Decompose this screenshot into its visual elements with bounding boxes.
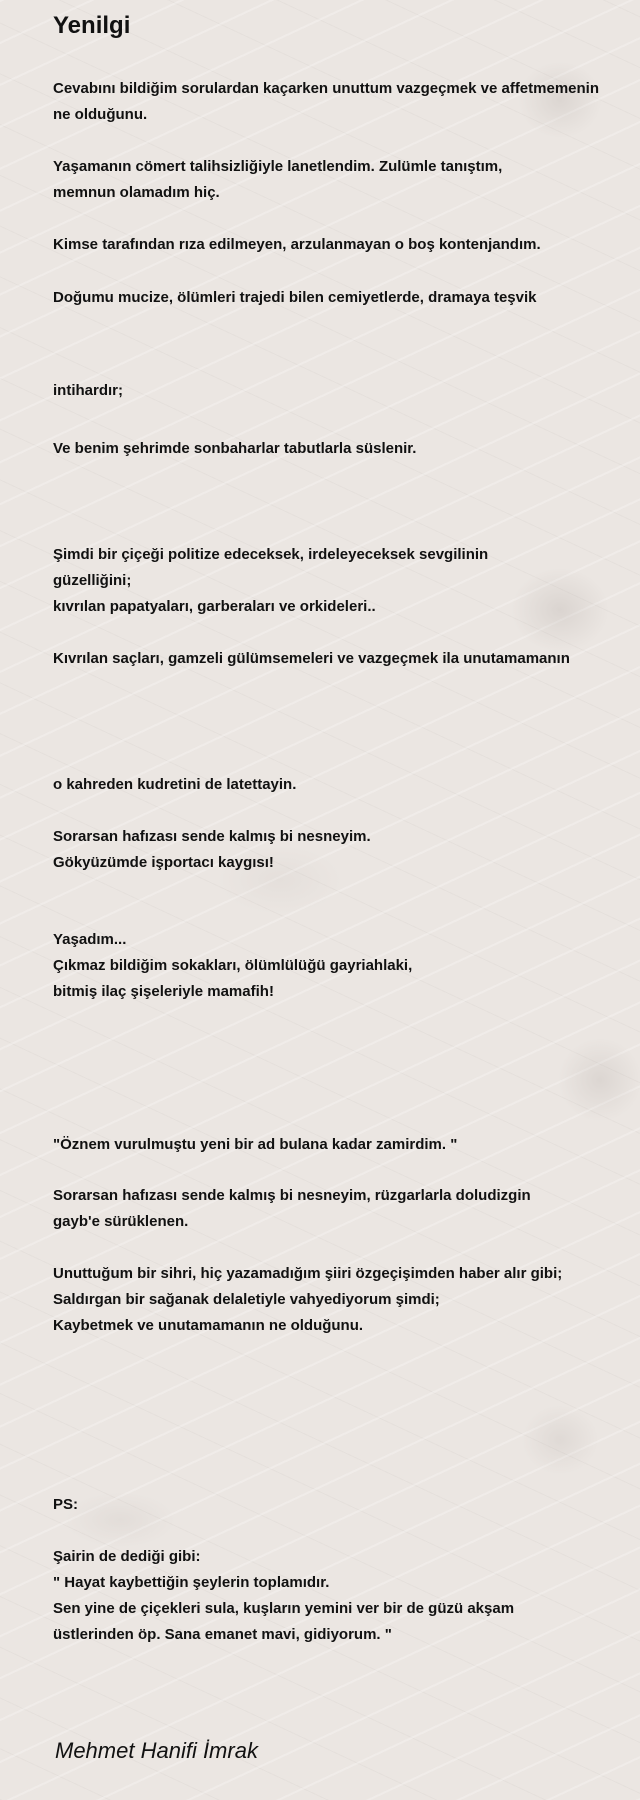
poem-line: üstlerinden öp. Sana emanet mavi, gidiyorum. " xyxy=(53,1626,392,1643)
poem-line: güzelliğini; xyxy=(53,572,132,589)
poem-line: Cevabını bildiğim sorulardan kaçarken unuttum vazgeçmek ve affetmemenin xyxy=(53,80,599,97)
poem-author: Mehmet Hanifi İmrak xyxy=(55,1738,258,1763)
poem-line: gayb'e sürüklenen. xyxy=(53,1213,189,1230)
poem-line: " Hayat kaybettiğin şeylerin toplamıdır. xyxy=(53,1574,330,1591)
poem-line: intihardır; xyxy=(53,382,123,399)
poem-line: Doğumu mucize, ölümleri trajedi bilen cemiyetlerde, dramaya teşvik xyxy=(53,289,537,306)
poem-line: ne olduğunu. xyxy=(53,106,148,123)
poem-line: Sorarsan hafızası sende kalmış bi nesneyim. xyxy=(53,828,371,845)
poem-line: Kimse tarafından rıza edilmeyen, arzulanmayan o boş kontenjandım. xyxy=(53,236,541,253)
poem-line: memnun olamadım hiç. xyxy=(53,184,220,201)
poem-line: "Öznem vurulmuştu yeni bir ad bulana kadar zamirdim. " xyxy=(53,1136,458,1153)
poem-line: kıvrılan papatyaları, garberaları ve orkideleri.. xyxy=(53,598,376,615)
poem-line: Sorarsan hafızası sende kalmış bi nesneyim, rüzgarlarla doludizgin xyxy=(53,1187,531,1204)
poem-line: Saldırgan bir sağanak delaletiyle vahyediyorum şimdi; xyxy=(53,1291,440,1308)
poem-line: bitmiş ilaç şişeleriyle mamafih! xyxy=(53,983,274,1000)
poem-line: Çıkmaz bildiğim sokakları, ölümlülüğü gayriahlaki, xyxy=(53,957,413,974)
poem-line: o kahreden kudretini de latettayin. xyxy=(53,776,297,793)
poem-line: Yaşadım... xyxy=(53,931,127,948)
poem-line: Gökyüzümde işportacı kaygısı! xyxy=(53,854,274,871)
poem-line: Kaybetmek ve unutamamanın ne olduğunu. xyxy=(53,1317,364,1334)
poem-line: Yaşamanın cömert talihsizliğiyle lanetlendim. Zulümle tanıştım, xyxy=(53,158,503,175)
poem-line: Şimdi bir çiçeği politize edeceksek, irdeleyeceksek sevgilinin xyxy=(53,546,489,563)
poem-line: Kıvrılan saçları, gamzeli gülümsemeleri ve vazgeçmek ila unutamamanın xyxy=(53,650,570,667)
poem-line: Sen yine de çiçekleri sula, kuşların yemini ver bir de güzü akşam xyxy=(53,1600,515,1617)
poem-title: Yenilgi xyxy=(53,12,131,39)
poem-line: Şairin de dediği gibi: xyxy=(53,1548,201,1565)
poem-line: Ve benim şehrimde sonbaharlar tabutlarla süslenir. xyxy=(53,440,417,457)
poem-line: Unuttuğum bir sihri, hiç yazamadığım şiiri özgeçişimden haber alır gibi; xyxy=(53,1265,563,1282)
poem-ps-label: PS: xyxy=(53,1496,79,1513)
